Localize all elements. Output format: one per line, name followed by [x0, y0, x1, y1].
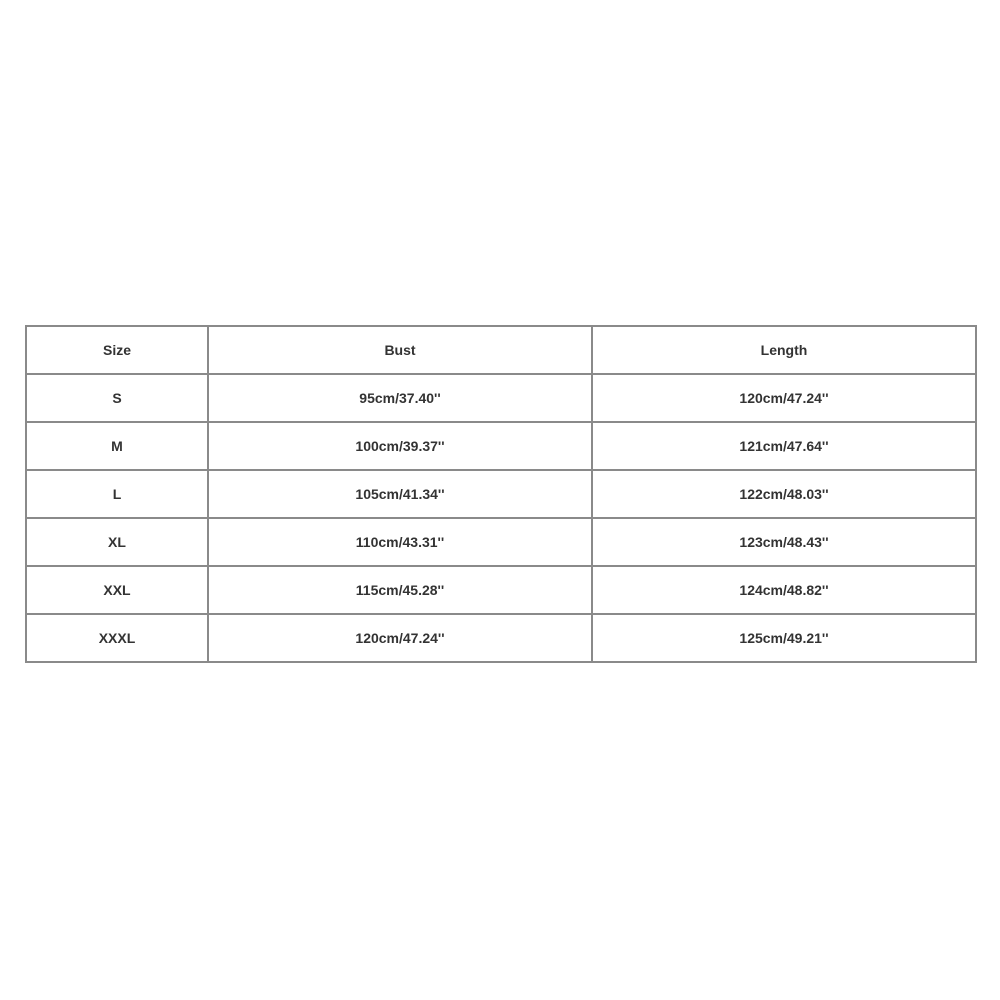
table-row — [26, 566, 976, 614]
cell-length: 120cm/47.24'' — [592, 374, 976, 422]
header-size: Size — [26, 326, 208, 374]
size-chart-table — [25, 325, 977, 663]
table-row — [26, 518, 976, 566]
header-length: Length — [592, 326, 976, 374]
cell-bust: 115cm/45.28'' — [208, 566, 592, 614]
table-row — [26, 470, 976, 518]
table-header-row — [26, 326, 976, 374]
cell-length: 125cm/49.21'' — [592, 614, 976, 662]
cell-size: S — [26, 374, 208, 422]
cell-bust: 110cm/43.31'' — [208, 518, 592, 566]
cell-size: M — [26, 422, 208, 470]
table-row — [26, 614, 976, 662]
cell-bust: 95cm/37.40'' — [208, 374, 592, 422]
cell-length: 122cm/48.03'' — [592, 470, 976, 518]
cell-size: XL — [26, 518, 208, 566]
cell-bust: 105cm/41.34'' — [208, 470, 592, 518]
cell-size: XXL — [26, 566, 208, 614]
cell-length: 124cm/48.82'' — [592, 566, 976, 614]
cell-bust: 100cm/39.37'' — [208, 422, 592, 470]
cell-size: XXXL — [26, 614, 208, 662]
cell-length: 123cm/48.43'' — [592, 518, 976, 566]
table-row — [26, 422, 976, 470]
cell-size: L — [26, 470, 208, 518]
cell-length: 121cm/47.64'' — [592, 422, 976, 470]
table-row — [26, 374, 976, 422]
header-bust: Bust — [208, 326, 592, 374]
cell-bust: 120cm/47.24'' — [208, 614, 592, 662]
